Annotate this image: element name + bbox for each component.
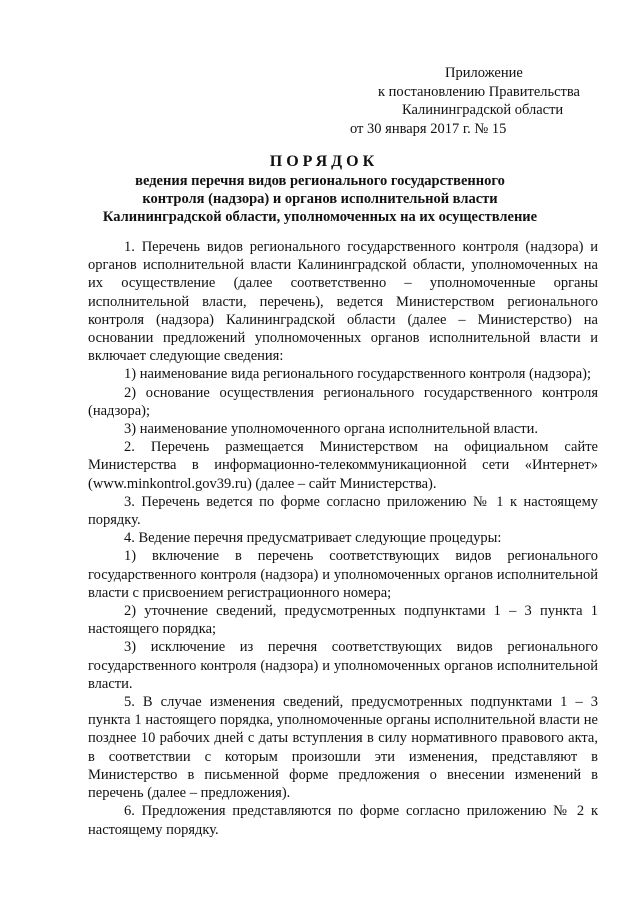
title-heading: ПОРЯДОК — [269, 153, 379, 170]
paragraph-3: 3. Перечень ведется по форме согласно приложению № 1 к настоящему порядку. — [88, 493, 598, 529]
title-line-2: контроля (надзора) и органов исполнительной власти — [142, 191, 498, 207]
attachment-line-2: к постановлению Правительства — [378, 83, 580, 100]
paragraph-4: 4. Ведение перечня предусматривает следующие процедуры: — [124, 530, 502, 547]
attachment-line-1: Приложение — [445, 65, 523, 81]
attachment-line-4: от 30 января 2017 г. № 15 — [350, 120, 507, 137]
attachment-header — [350, 64, 610, 138]
paragraph-4-item-3: 3) исключение из перечня соответствующих видов регионального государственного контроля (надзора) и уполномоченных органов исполнительной власти. — [88, 639, 598, 692]
paragraph-1-item-3: 3) наименование уполномоченного органа исполнительной власти. — [124, 421, 538, 438]
title-line-3: Калининградской области, уполномоченных на их осуществление — [102, 209, 538, 225]
title-line-1: ведения перечня видов регионального государственного — [135, 173, 505, 189]
paragraph-2: 2. Перечень размещается Министерством на официальном сайте Министерства в информационно-телекоммуникационной сети «Интернет» (www.minkontrol.gov39.ru) (далее – сайт Министерства). — [88, 439, 598, 492]
paragraph-6: 6. Предложения представляются по форме согласно приложению № 2 к настоящему порядку. — [88, 803, 598, 838]
paragraph-4-item-1: 1) включение в перечень соответствующих видов регионального государственного контроля (надзора) и уполномоченных органов исполнительной власти с присвоением регистрационного номера; — [88, 548, 598, 601]
paragraph-5: 5. В случае изменения сведений, предусмотренных подпунктами 1 – 3 пункта 1 настоящего порядка, уполномоченные органы исполнительной власти не позднее 10 рабочих дней с даты вступления в силу нормативного правового акта, в соответствии с которым произошли эти изменения, представляют в Министерство в письменной форме предложения о внесении изменений в перечень (далее – предложения). — [88, 694, 598, 802]
paragraph-4-item-2: 2) уточнение сведений, предусмотренных подпунктами 1 – 3 пункта 1 настоящего порядка; — [88, 603, 598, 638]
document-body — [88, 238, 598, 839]
paragraph-1-item-1: 1) наименование вида регионального государственного контроля (надзора); — [124, 366, 592, 383]
paragraph-1: 1. Перечень видов регионального государственного контроля (надзора) и органов исполнительной власти Калининградской области, уполномоченных на их осуществление (далее соответственно – уполномоченные органы исполнительной власти, перечень), ведется Министерством регионального контроля (надзора) Калининградской области (далее – Министерство) на основании предложений уполномоченных органов исполнительной власти и включает следующие сведения: — [88, 239, 598, 365]
document-title — [0, 152, 640, 226]
paragraph-1-item-2: 2) основание осуществления регионального государственного контроля (надзора); — [88, 384, 598, 419]
attachment-line-3: Калининградской области — [402, 102, 564, 118]
